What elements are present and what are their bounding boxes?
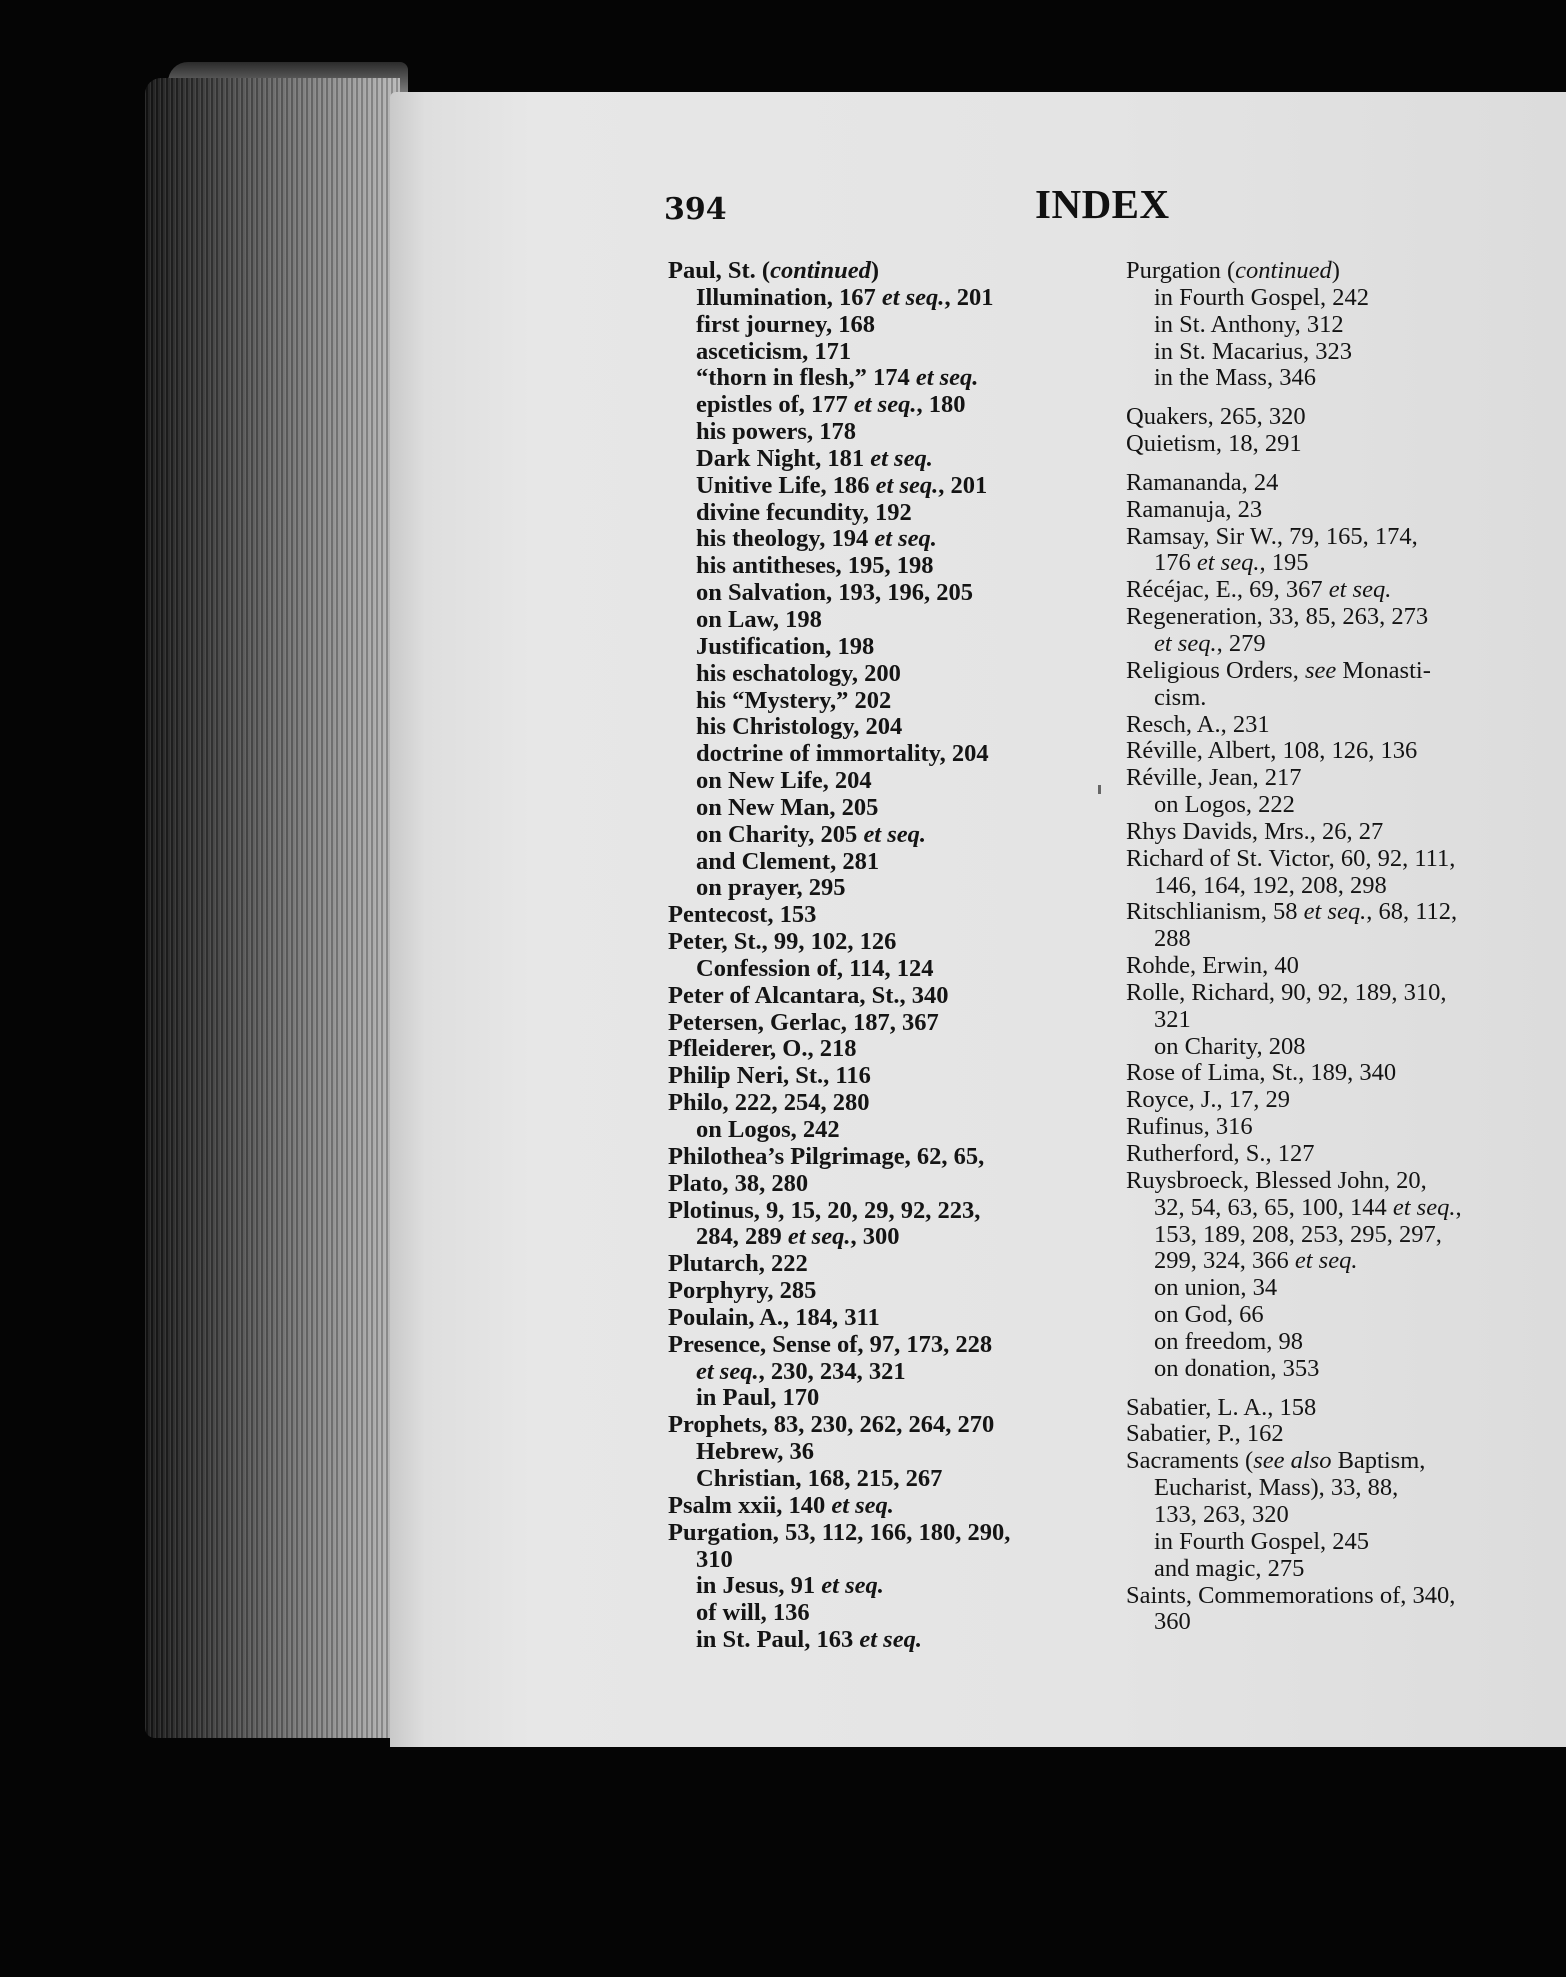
index-entry: Ruysbroeck, Blessed John, 20, [1126,1166,1427,1194]
index-subentry: on Logos, 222 [1154,791,1295,819]
index-subentry: in the Mass, 346 [1154,364,1316,392]
page-title: INDEX [1035,181,1170,227]
index-subentry: his theology, 194 et seq. [696,525,937,553]
index-subentry: on prayer, 295 [696,874,846,902]
index-subentry: 299, 324, 366 et seq. [1154,1247,1358,1275]
index-subentry: in St. Anthony, 312 [1154,310,1344,338]
index-column-right [1126,258,1561,1636]
index-subentry: doctrine of immortality, 204 [696,740,989,768]
index-subentry: in Paul, 170 [696,1384,820,1412]
index-entry: Religious Orders, see Monasti- [1126,656,1431,684]
index-entry: Réville, Albert, 108, 126, 136 [1126,737,1418,765]
index-subentry: Unitive Life, 186 et seq., 201 [696,471,988,499]
index-entry: Poulain, A., 184, 311 [668,1303,880,1331]
index-entry: Sacraments (see also Baptism, [1126,1447,1426,1475]
index-subentry: 32, 54, 63, 65, 100, 144 et seq., [1154,1193,1462,1221]
index-entry: Purgation (continued) [1126,257,1340,284]
index-subentry: et seq., 230, 234, 321 [696,1357,906,1385]
index-entry: Pfleiderer, O., 218 [668,1035,857,1063]
index-entry: Plutarch, 222 [668,1250,808,1278]
index-entry: Psalm xxii, 140 et seq. [668,1491,894,1519]
index-entry: Petersen, Gerlac, 187, 367 [668,1008,939,1036]
page-edges [145,78,400,1738]
index-subentry: on Charity, 205 et seq. [696,820,927,848]
index-entry: Plotinus, 9, 15, 20, 29, 92, 223, [668,1196,981,1224]
index-entry: Resch, A., 231 [1126,710,1270,738]
index-entry: Prophets, 83, 230, 262, 264, 270 [668,1411,995,1439]
index-subentry: Justification, 198 [696,632,875,660]
index-entry: Récéjac, E., 69, 367 et seq. [1126,576,1392,604]
index-entry: Ritschlianism, 58 et seq., 68, 112, [1126,898,1458,926]
index-entry: Rohde, Erwin, 40 [1126,952,1299,980]
index-subentry: 176 et seq., 195 [1154,549,1309,577]
index-subentry: in Jesus, 91 et seq. [696,1572,884,1600]
index-subentry: on Charity, 208 [1154,1032,1306,1060]
index-subentry: and magic, 275 [1154,1554,1305,1582]
index-subentry: et seq., 279 [1154,629,1266,657]
index-entry: Pentecost, 153 [668,901,817,929]
index-subentry: on New Man, 205 [696,793,879,821]
index-subentry: Eucharist, Mass), 33, 88, [1154,1474,1399,1502]
index-subentry: on union, 34 [1154,1274,1278,1302]
index-entry: Rutherford, S., 127 [1126,1140,1315,1167]
index-subentry: Hebrew, 36 [696,1438,814,1466]
index-entry: Ramsay, Sir W., 79, 165, 174, [1126,522,1418,550]
index-entry: Plato, 38, 280 [668,1169,809,1197]
index-subentry: 284, 289 et seq., 300 [696,1223,900,1251]
index-subentry: his eschatology, 200 [696,659,901,687]
index-entry: Ramananda, 24 [1126,468,1279,496]
index-subentry: cism. [1154,683,1207,711]
index-subentry: Christian, 168, 215, 267 [696,1464,943,1492]
index-subentry: on God, 66 [1154,1301,1264,1329]
index-subentry: first journey, 168 [696,310,875,338]
index-subentry: 153, 189, 208, 253, 295, 297, [1154,1220,1442,1248]
index-entry: Quakers, 265, 320 [1126,403,1306,431]
index-entry: Regeneration, 33, 85, 263, 273 [1126,603,1429,631]
index-column-left [668,258,1128,1654]
index-entry: Quietism, 18, 291 [1126,430,1302,458]
index-subentry: Illumination, 167 et seq., 201 [696,283,994,311]
index-entry: Rolle, Richard, 90, 92, 189, 310, [1126,978,1447,1006]
index-subentry: his Christology, 204 [696,713,903,741]
index-entry: Peter of Alcantara, St., 340 [668,981,949,1009]
index-subentry: 146, 164, 192, 208, 298 [1154,871,1387,899]
index-subentry: on Salvation, 193, 196, 205 [696,579,974,607]
index-entry: Sabatier, L. A., 158 [1126,1393,1317,1421]
index-subentry: on Logos, 242 [696,1116,840,1143]
index-entry: Richard of St. Victor, 60, 92, 111, [1126,844,1456,872]
index-subentry: on donation, 353 [1154,1354,1320,1382]
index-entry: Porphyry, 285 [668,1277,817,1305]
index-entry: Purgation, 53, 112, 166, 180, 290, [668,1518,1011,1546]
index-entry: Rufinus, 316 [1126,1113,1253,1141]
index-entry: Paul, St. (continued) [668,257,880,284]
index-subentry: on New Life, 204 [696,767,872,795]
index-entry: Rhys Davids, Mrs., 26, 27 [1126,817,1384,845]
index-entry: Presence, Sense of, 97, 173, 228 [668,1330,993,1358]
index-subentry: “thorn in flesh,” 174 et seq. [696,364,979,392]
index-entry: Rose of Lima, St., 189, 340 [1126,1059,1397,1087]
index-subentry: Confession of, 114, 124 [696,954,934,982]
index-subentry: 288 [1154,925,1191,953]
index-entry: Philip Neri, St., 116 [668,1062,871,1090]
index-entry: Royce, J., 17, 29 [1126,1086,1290,1114]
index-subentry: on freedom, 98 [1154,1327,1303,1355]
index-subentry: in Fourth Gospel, 242 [1154,283,1370,311]
index-entry: Sabatier, P., 162 [1126,1420,1284,1448]
index-subentry: 360 [1154,1608,1191,1636]
index-subentry: 310 [696,1545,733,1573]
index-subentry: in St. Macarius, 323 [1154,337,1353,365]
index-entry: Saints, Commemorations of, 340, [1126,1581,1456,1609]
index-entry: Ramanuja, 23 [1126,495,1263,523]
index-subentry: his “Mystery,” 202 [696,686,892,714]
index-subentry: 133, 263, 320 [1154,1500,1289,1528]
index-subentry: Dark Night, 181 et seq. [696,444,933,472]
index-subentry: and Clement, 281 [696,847,880,875]
index-entry: Philothea’s Pilgrimage, 62, 65, [668,1142,985,1170]
index-subentry: his antitheses, 195, 198 [696,552,934,580]
index-subentry: in Fourth Gospel, 245 [1154,1527,1370,1555]
page-number: 394 [664,192,727,227]
index-subentry: divine fecundity, 192 [696,498,912,526]
index-entry: Philo, 222, 254, 280 [668,1089,870,1117]
index-subentry: his powers, 178 [696,418,856,446]
index-subentry: in St. Paul, 163 et seq. [696,1626,922,1654]
index-entry: Réville, Jean, 217 [1126,764,1302,792]
index-entry: Peter, St., 99, 102, 126 [668,928,897,956]
index-subentry: of will, 136 [696,1599,810,1627]
index-subentry: asceticism, 171 [696,337,852,365]
index-subentry: 321 [1154,1005,1191,1033]
index-subentry: epistles of, 177 et seq., 180 [696,391,966,419]
index-subentry: on Law, 198 [696,605,822,633]
